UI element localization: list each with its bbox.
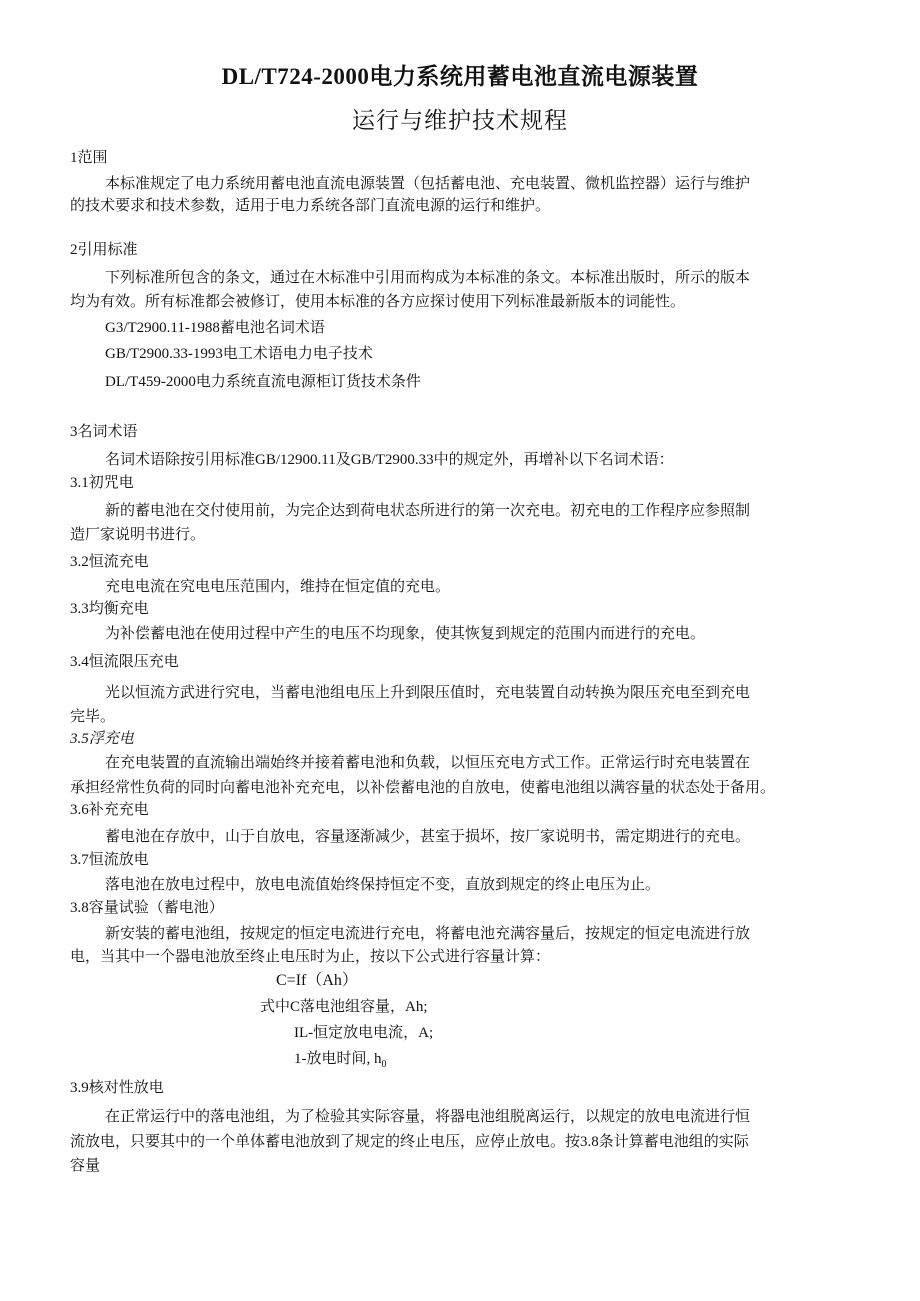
term-3-2-text: 充电电流在究电电压范围内，维持在恒定值的充电。 [105, 579, 451, 595]
term-3-2-heading: 3.2恒流充电 [70, 554, 149, 570]
term-3-7-text: 落电池在放电过程中，放电电流值始终保持恒定不变，直放到规定的终止电压为止。 [105, 877, 661, 893]
term-3-9-text-line3: 容量 [70, 1158, 101, 1174]
term-3-4-text-line2: 完毕。 [70, 709, 116, 725]
section-1-text-line1: 本标准规定了电力系统用蓄电池直流电源装置（包括蓄电池、充电装置、微机监控器）运行与维护 [105, 176, 751, 192]
term-3-8-text-line2: 电，当其中一个器电池放至终止电压时为止，按以下公式进行容量计算： [70, 949, 551, 965]
section-2-text-line2: 均为有效。所有标准都会被修订，使用本标准的各方应探讨使用下列标准最新版本的词能性。 [70, 294, 686, 310]
reference-1: G3/T2900.11-1988蓄电池名词术语 [105, 320, 325, 336]
formula-where-line2: IL-恒定放电电流，A; [294, 1025, 434, 1041]
term-3-7-heading: 3.7恒流放电 [70, 852, 149, 868]
formula-where-line3 [294, 1048, 387, 1076]
section-2-text-line1: 下列标准所包含的条文，通过在木标准中引用而构成为本标准的条文。本标准出版时，所示的版本 [105, 270, 751, 286]
capacity-formula: C=If（Ah） [276, 972, 358, 989]
term-3-5-text-line1: 在充电装置的直流输出端始终并接着蓄电池和负载，以恒压充电方式工作。正常运行时充电装置在 [105, 755, 751, 771]
term-3-9-text-line2: 流放电，只要其中的一个单体蓄电池放到了规定的终止电压，应停止放电。按3.8条计算蓄电池组的实际 [70, 1134, 749, 1150]
reference-3: DL/T459-2000电力系统直流电源柜订货技术条件 [105, 374, 421, 390]
term-3-9-text-line1: 在正常运行中的落电池组，为了检验其实际容量，将器电池组脱离运行，以规定的放电电流进行恒 [105, 1109, 751, 1125]
term-3-4-heading: 3.4恒流限压充电 [70, 654, 179, 670]
term-3-1-text-line1: 新的蓄电池在交付使用前，为完企达到荷电状态所进行的第一次充电。初充电的工作程序应参照制 [105, 503, 751, 519]
term-3-5-heading: 3.5浮充电 [70, 731, 134, 747]
section-1-text-line2: 的技术要求和技术参数，适用于电力系统各部门直流电源的运行和维护。 [70, 198, 551, 214]
term-3-5-text-line2: 承担经常性负荷的同时向蓄电池补充充电，以补偿蓄电池的自放电，使蓄电池组以满容量的状态处于备用。 [70, 780, 776, 796]
term-3-9-heading: 3.9核对性放电 [70, 1080, 164, 1096]
section-2-heading: 2引用标准 [70, 242, 138, 258]
formula-where-line3-subscript: 0 [381, 1059, 387, 1070]
document-subtitle: 运行与维护技术规程 [352, 108, 568, 133]
term-3-3-heading: 3.3均衡充电 [70, 601, 149, 617]
term-3-6-text: 蓄电池在存放中，山于自放电，容量逐渐减少，甚室于损坏，按厂家说明书，需定期进行的充电。 [105, 829, 751, 845]
section-3-intro: 名词术语除按引用标准GB/12900.11及GB/T2900.33中的规定外，再增补以下名词术语： [105, 452, 674, 468]
reference-2: GB/T2900.33-1993电工术语电力电子技术 [105, 346, 373, 362]
formula-where-line3-text: 1-放电时间, h [294, 1051, 382, 1067]
formula-where-line1: 式中C落电池组容量，Ah; [260, 999, 428, 1015]
section-3-heading: 3名词术语 [70, 424, 138, 440]
term-3-1-heading: 3.1初咒电 [70, 475, 134, 491]
term-3-8-text-line1: 新安装的蓄电池组，按规定的恒定电流进行充电，将蓄电池充满容量后，按规定的恒定电流进行放 [105, 926, 751, 942]
term-3-1-text-line2: 造厂家说明书进行。 [70, 527, 206, 543]
section-1-heading: 1范围 [70, 150, 108, 166]
term-3-3-text: 为补偿蓄电池在使用过程中产生的电压不均现象，使其恢复到规定的范围内而进行的充电。 [105, 626, 706, 642]
term-3-6-heading: 3.6补充充电 [70, 802, 149, 818]
document-title: DL/T724-2000电力系统用蓄电池直流电源装置 [221, 64, 699, 89]
term-3-4-text-line1: 光以恒流方武进行究电，当蓄电池组电压上升到限压值时，充电装置自动转换为限压充电至到充电 [105, 685, 751, 701]
term-3-8-heading: 3.8容量试验（蓄电池） [70, 900, 224, 916]
